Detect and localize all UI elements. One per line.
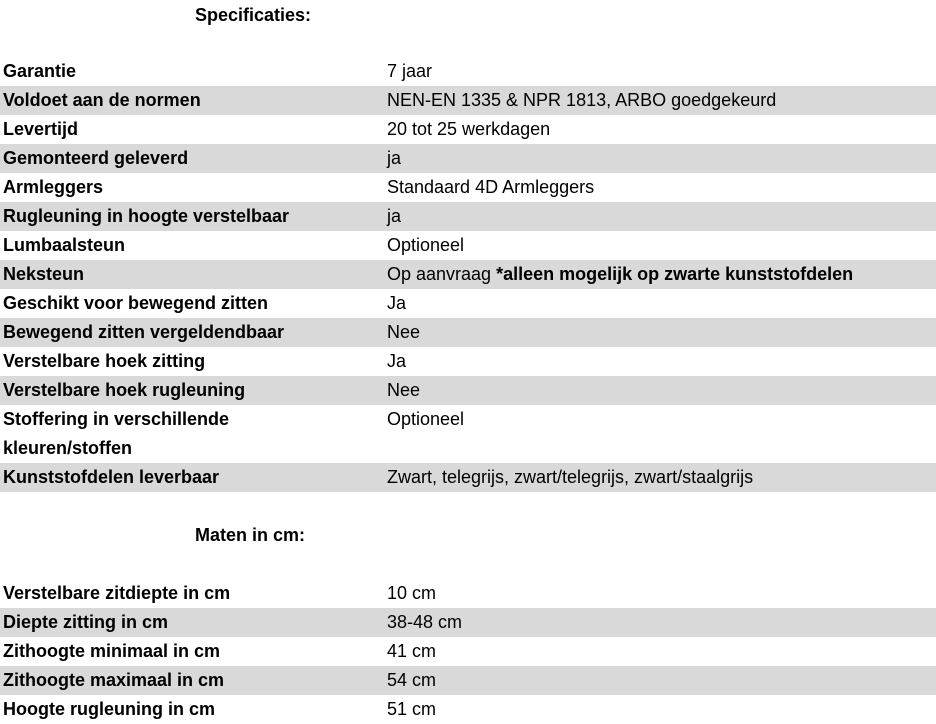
spec-value: ja: [383, 144, 936, 173]
maten-value: 54 cm: [383, 666, 936, 695]
maten-value: 41 cm: [387, 641, 437, 661]
spec-label: Levertijd: [3, 119, 79, 139]
spec-label: Rugleuning in hoogte verstelbaar: [0, 202, 383, 231]
maten-title: Maten in cm:: [195, 525, 306, 545]
table-row: [0, 173, 936, 202]
spec-label: Voldoet aan de normen: [0, 86, 383, 115]
spec-label: Garantie: [3, 61, 77, 81]
table-row: [0, 405, 936, 463]
spec-value: Standaard 4D Armleggers: [387, 177, 595, 197]
table-row: [0, 202, 936, 231]
spec-value: Ja: [387, 293, 407, 313]
table-row: [0, 289, 936, 318]
spec-value: 20 tot 25 werkdagen: [387, 119, 551, 139]
spec-label: Verstelbare hoek zitting: [3, 351, 206, 371]
maten-value: 51 cm: [387, 699, 437, 719]
maten-label: Zithoogte maximaal in cm: [0, 666, 383, 695]
maten-table: [0, 579, 936, 724]
table-row: [0, 115, 936, 144]
maten-value: 10 cm: [387, 583, 437, 603]
table-row: [0, 637, 936, 666]
spec-label: Geschikt voor bewegend zitten: [3, 293, 269, 313]
spec-note: *alleen mogelijk op zwarte kunststofdelen: [496, 264, 854, 284]
table-row: [0, 376, 936, 405]
maten-value: 38-48 cm: [383, 608, 936, 637]
table-row: [0, 608, 936, 637]
spec-value: Nee: [383, 376, 936, 405]
spec-label: Verstelbare hoek rugleuning: [0, 376, 383, 405]
spec-value-text: Op aanvraag: [387, 264, 497, 284]
spec-label: Neksteun: [0, 260, 383, 289]
maten-label: Verstelbare zitdiepte in cm: [3, 583, 231, 603]
spec-label: Kunststofdelen leverbaar: [0, 463, 383, 492]
maten-label: Diepte zitting in cm: [0, 608, 383, 637]
table-row: [0, 347, 936, 376]
table-row: [0, 318, 936, 347]
spec-value: Zwart, telegrijs, zwart/telegrijs, zwart/staalgrijs: [383, 463, 936, 492]
maten-label: Hoogte rugleuning in cm: [3, 699, 215, 719]
spec-value: 7 jaar: [387, 61, 433, 81]
specs-table: [0, 57, 936, 492]
spec-label: Gemonteerd geleverd: [0, 144, 383, 173]
spec-value: Nee: [383, 318, 936, 347]
spec-label: Bewegend zitten vergeldendbaar: [0, 318, 383, 347]
table-row: [0, 57, 936, 86]
specs-title: Specificaties:: [195, 5, 312, 25]
spec-label: Armleggers: [3, 177, 104, 197]
table-row: [0, 86, 936, 115]
spec-label: Stoffering in verschillende kleuren/stoffen: [3, 409, 230, 458]
table-row: [0, 231, 936, 260]
table-row: [0, 463, 936, 492]
spec-value: Ja: [387, 351, 407, 371]
table-row: [0, 260, 936, 289]
table-row: [0, 666, 936, 695]
spec-value: NEN-EN 1335 & NPR 1813, ARBO goedgekeurd: [383, 86, 936, 115]
spec-value: Optioneel: [387, 235, 465, 255]
spec-value: [383, 260, 936, 289]
table-row: [0, 579, 936, 608]
spec-value: ja: [383, 202, 936, 231]
table-row: [0, 144, 936, 173]
spec-value: Optioneel: [387, 409, 465, 429]
spec-label: Lumbaalsteun: [3, 235, 126, 255]
maten-label: Zithoogte minimaal in cm: [3, 641, 221, 661]
table-row: [0, 695, 936, 724]
